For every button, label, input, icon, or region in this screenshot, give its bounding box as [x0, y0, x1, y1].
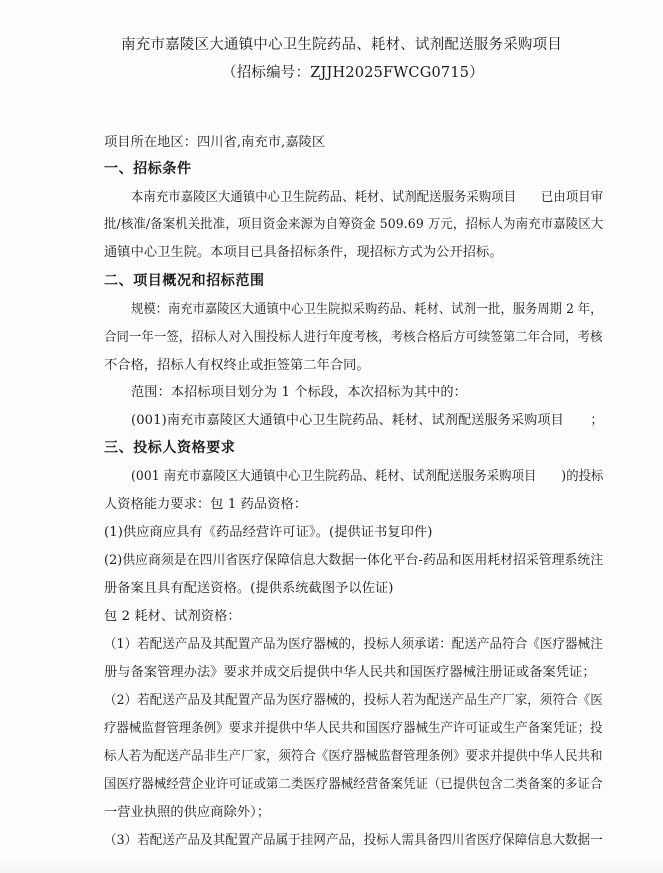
paragraph-line: 疗器械监督管理条例》要求并提供中华人民共和国医疗器械生产许可证或生产备案凭证；投: [104, 721, 603, 736]
paragraph-line: 包 2 耗材、试剂资格：: [104, 609, 241, 624]
paragraph-line: 合同一年一签，招标人对入围投标人进行年度考核，考核合格后方可续签第二年合同，考核: [104, 330, 603, 345]
section-1-heading: 一、招标条件: [104, 161, 192, 177]
document-title: 南充市嘉陵区大通镇中心卫生院药品、耗材、试剂配送服务采购项目: [121, 37, 562, 53]
section-2-heading: 二、项目概况和招标范围: [104, 273, 265, 289]
paragraph-line: 标人若为配送产品非生产厂家，须符合《医疗器械监督管理条例》要求并提供中华人民共和: [104, 749, 603, 764]
paragraph-line: （2）若配送产品及其配置产品为医疗器械的，投标人若为配送产品生产厂家，须符合《医: [104, 693, 603, 708]
paragraph-line: 册与备案管理办法》要求并成交后提供中华人民共和国医疗器械注册证或备案凭证；: [104, 665, 596, 680]
paragraph-line: 一营业执照的供应商除外）；: [104, 805, 271, 820]
paragraph-line: （1）若配送产品及其配置产品为医疗器械的，投标人须承诺：配送产品符合《医疗器械注: [104, 637, 603, 652]
paragraph-line: 人资格能力要求：包 1 药品资格：: [104, 497, 308, 512]
paragraph-line: 国医疗器械经营企业许可证或第二类医疗器械经营备案凭证（已提供包含二类备案的多证合: [104, 777, 603, 792]
paragraph-line: (2)供应商须是在四川省医疗保障信息大数据一体化平台-药品和医用耗材招采管理系统注: [104, 553, 604, 568]
paragraph-line: （3）若配送产品及其配置产品属于挂网产品，投标人需具备四川省医疗保障信息大数据一: [104, 833, 603, 848]
paragraph-line: 通镇中心卫生院。本项目已具备招标条件，现招标方式为公开招标。: [104, 245, 503, 260]
paragraph-line: (001)南充市嘉陵区大通镇中心卫生院药品、耗材、试剂配送服务采购项目 ；: [131, 413, 604, 428]
paragraph-line: 范围：本招标项目划分为 1 个标段，本次招标为其中的：: [131, 385, 467, 400]
paragraph-line: (1)供应商应具有《药品经营许可证》。(提供证书复印件): [104, 525, 433, 540]
paragraph-line: 不合格，招标人有权终止或拒签第二年合同。: [104, 358, 370, 373]
tender-number: （招标编号：ZJJH2025FWCG0715）: [222, 65, 484, 81]
paragraph-line: 册备案且具有配送资格。(提供系统截图予以佐证): [104, 581, 394, 596]
section-3-heading: 三、投标人资格要求: [104, 440, 236, 456]
project-location: 项目所在地区：四川省,南充市,嘉陵区: [104, 135, 326, 150]
paragraph-line: 批/核准/备案机关批准，项目资金来源为自筹资金 509.69 万元，招标人为南充市嘉陵区大: [104, 217, 604, 232]
paragraph-line: 规模：南充市嘉陵区大通镇中心卫生院拟采购药品、耗材、试剂一批，服务周期 2 年，: [131, 302, 603, 317]
page-bottom-edge: [0, 858, 663, 873]
paragraph-line: (001 南充市嘉陵区大通镇中心卫生院药品、耗材、试剂配送服务采购项目 )的投标: [131, 469, 604, 484]
paragraph-line: 本南充市嘉陵区大通镇中心卫生院药品、耗材、试剂配送服务采购项目 已由项目审: [131, 190, 604, 205]
